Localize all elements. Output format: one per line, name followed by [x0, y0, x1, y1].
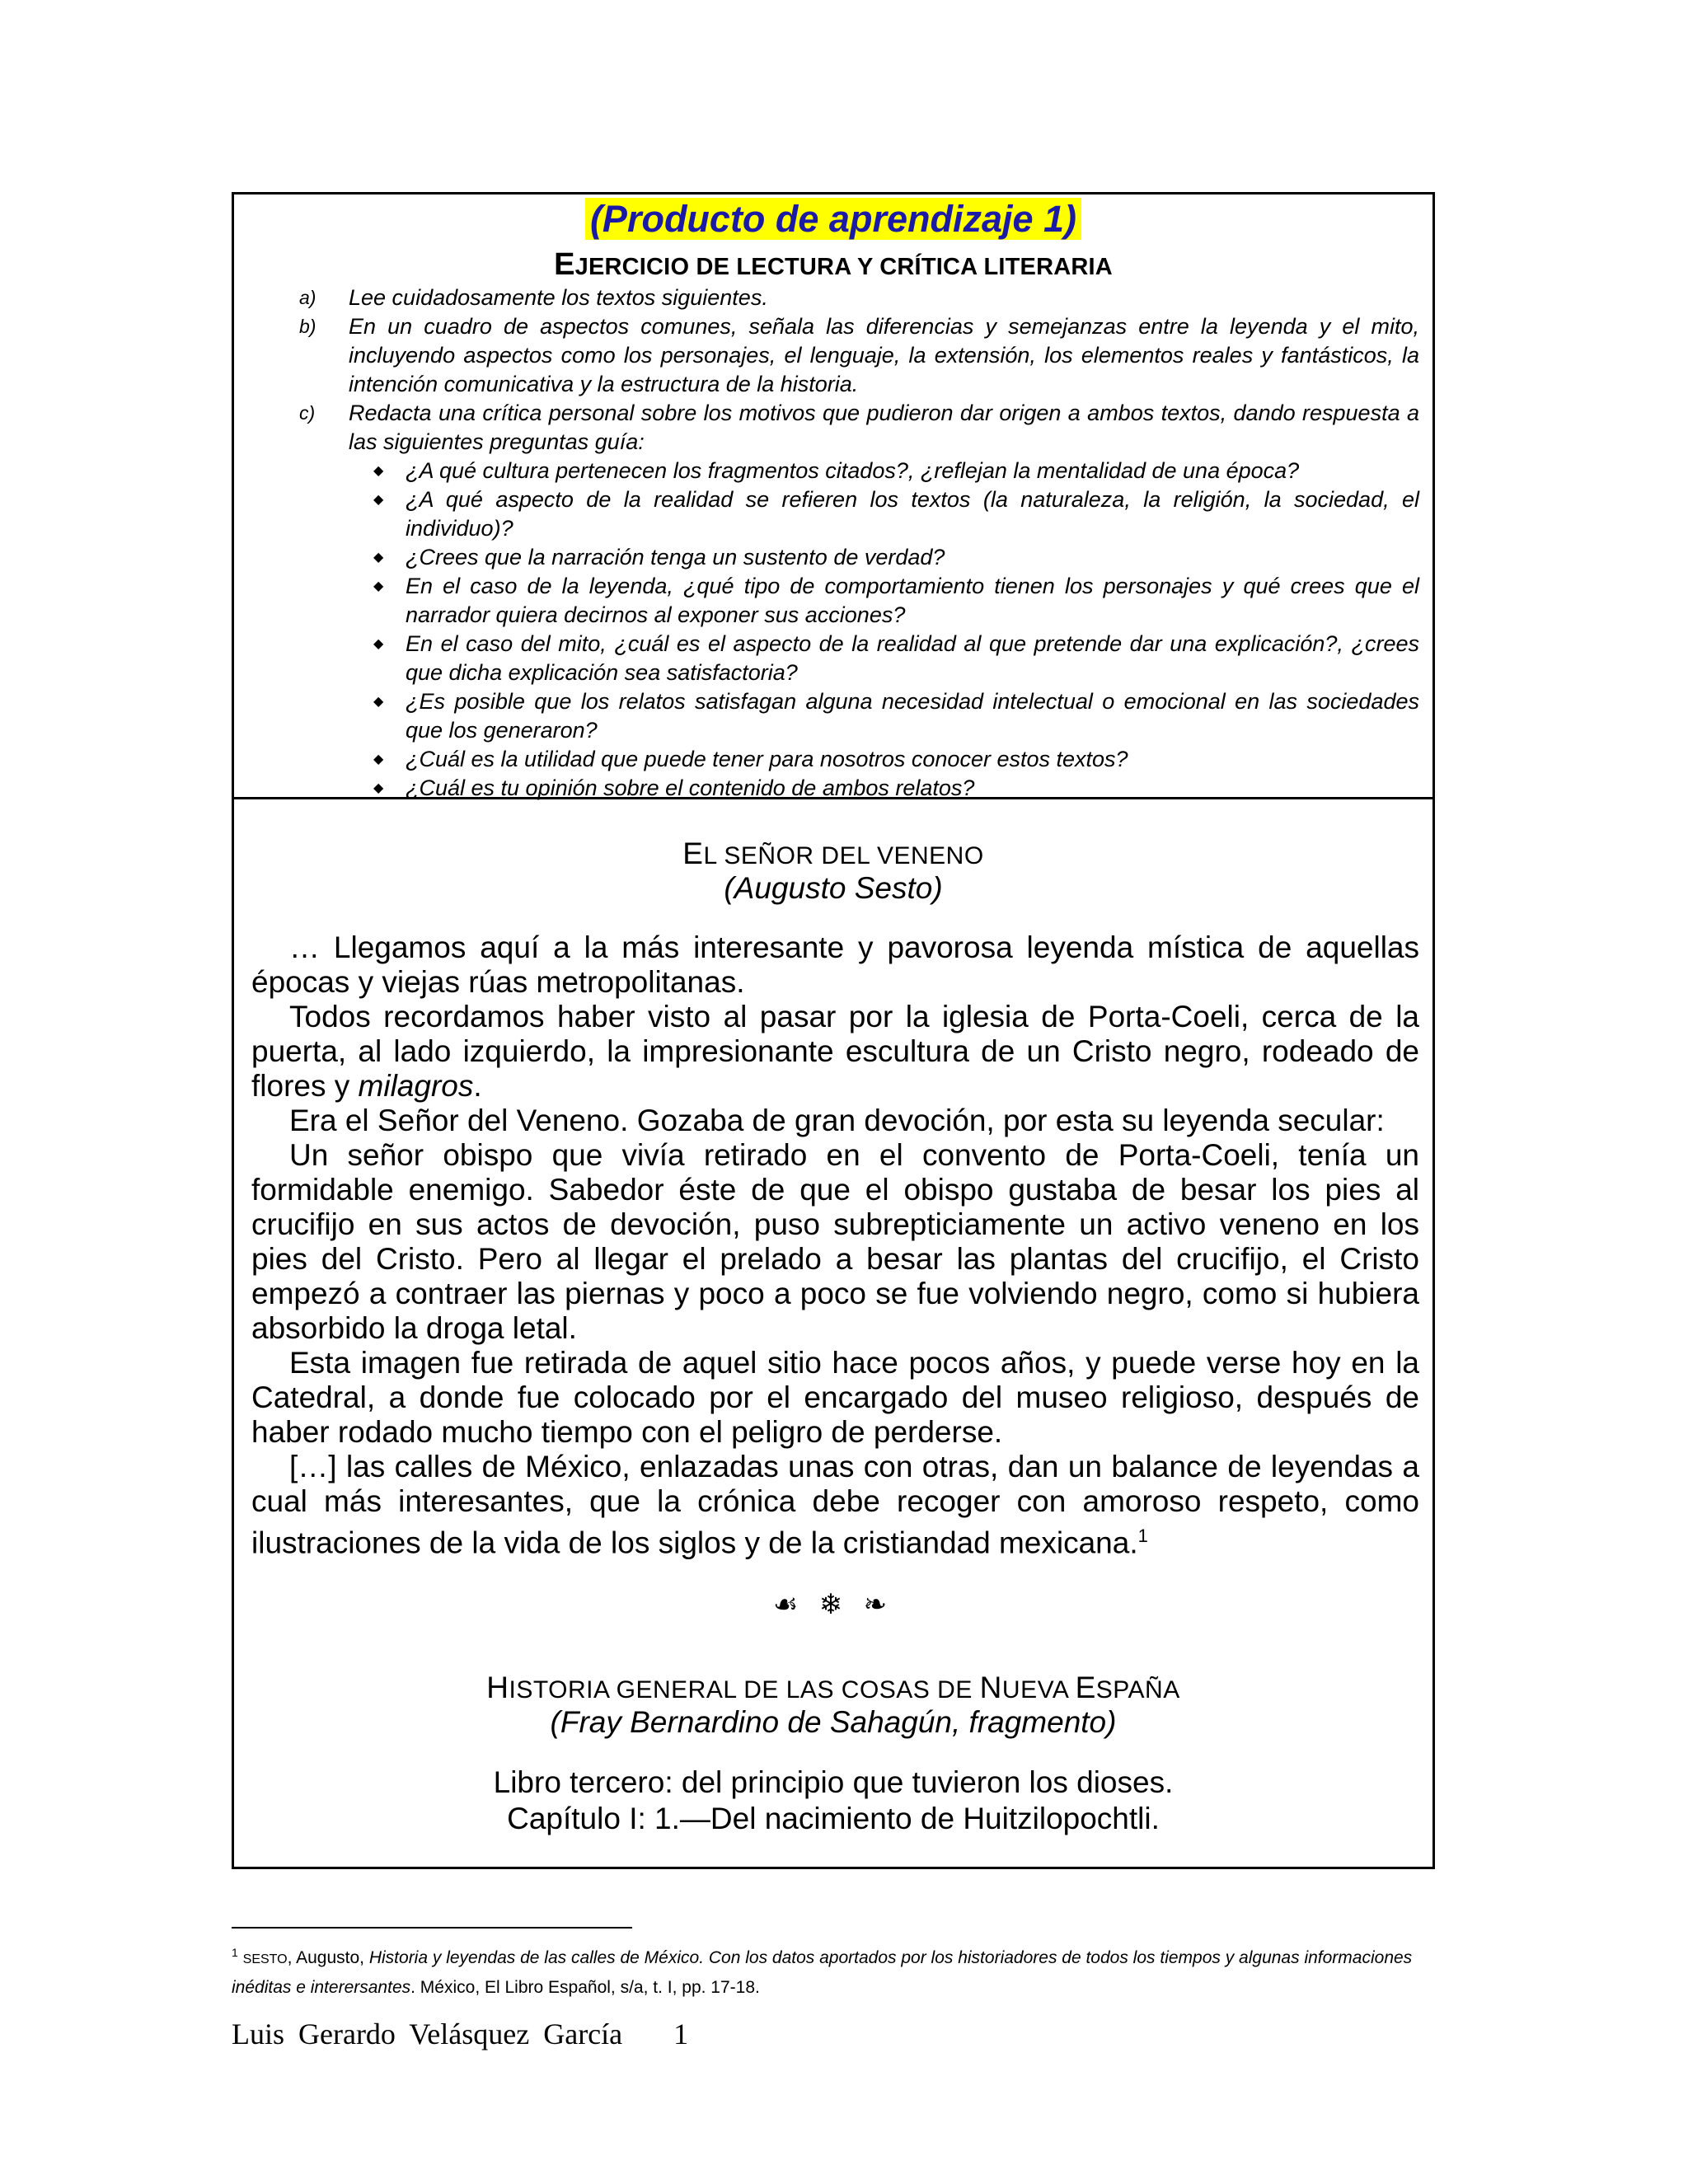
question-item: ◆ ¿Crees que la narración tenga un sustento de verdad? [234, 543, 1432, 572]
diamond-bullet-icon: ◆ [373, 781, 384, 795]
instruction-item: c) Redacta una crítica personal sobre los motivos que pudieron dar origen a ambos textos, dando respuesta a las siguientes preguntas guía: [299, 401, 1419, 454]
instruction-item: b) En un cuadro de aspectos comunes, señala las diferencias y semejanzas entre la leyenda y el mito, incluyendo aspectos como los personajes, el lenguaje, la extensión, los elementos reales y fantásticos, la intención comunicativa y la estructura de la historia. [299, 314, 1419, 396]
ornament-icon: ☙ ❄ ❧ [772, 1589, 894, 1621]
story1-paragraph: Era el Señor del Veneno. Gozaba de gran devoción, por esta su leyenda secular: [289, 1104, 1385, 1137]
question-item: ◆ ¿Cuál es la utilidad que puede tener para nosotros conocer estos textos? [234, 745, 1432, 774]
story1-paragraph: … Llegamos aquí a la más interesante y pavorosa leyenda mística de aquellas épocas y viejas rúas metropolitanas. [251, 930, 1419, 999]
footnote: $^1$ SESTO, Augusto, Historia y leyendas de las calles de México. Con los datos aportados por los historiadores de todos los tiempos y algunas informaciones inéditas e interersantes. México, El Libro Español, s/a, t. I, pp. 17-18. [232, 1946, 1413, 1997]
story2-chapter-line: Capítulo I: 1.—Del nacimiento de Huitzilopochtli. [507, 1802, 1160, 1836]
page-number: 1 [673, 2018, 689, 2050]
footer-author: Luis Gerardo Velásquez García [232, 2018, 623, 2050]
diamond-bullet-icon: ◆ [373, 637, 384, 651]
diamond-bullet-icon: ◆ [373, 695, 384, 709]
question-item: ◆ ¿Es posible que los relatos satisfagan alguna necesidad intelectual o emocional en las sociedades que los generaron? [373, 689, 1419, 743]
highlight-title: (Producto de aprendizaje 1) [234, 198, 1432, 241]
texts-box [232, 797, 1435, 1869]
question-item: ◆ ¿Cuál es tu opinión sobre el contenido de ambos relatos? [234, 774, 1432, 803]
diamond-bullet-icon: ◆ [373, 579, 384, 593]
story1-title: EL SEÑOR DEL VENENO [682, 837, 984, 870]
guide-questions [234, 457, 1432, 803]
footnote-ref[interactable]: 1 [1137, 1526, 1148, 1546]
instructions-list [234, 284, 1432, 803]
exercise-box [232, 192, 1435, 799]
question-item: ◆ ¿A qué cultura pertenecen los fragmentos citados?, ¿reflejan la mentalidad de una época? [234, 457, 1432, 485]
diamond-bullet-icon: ◆ [373, 464, 384, 478]
story1-paragraph: […] las calles de México, enlazadas unas con otras, dan un balance de leyendas a cual más interesantes, que la crónica debe recoger con amoroso respeto, como ilustraciones de la vida de los siglos y de la cristiandad mexicana.$^1$ [251, 1450, 1419, 1560]
question-item: ◆ ¿A qué aspecto de la realidad se refieren los textos (la naturaleza, la religión, la sociedad, el individuo)? [373, 487, 1419, 541]
exercise-title: EJERCICIO DE LECTURA Y CRÍTICA LITERARIA [554, 247, 1113, 282]
question-item: ◆ En el caso de la leyenda, ¿qué tipo de comportamiento tienen los personajes y qué crees que el narrador quiera decirnos al exponer sus acciones? [373, 574, 1419, 627]
page-footer [232, 2017, 688, 2051]
story1-paragraph: Un señor obispo que vivía retirado en el convento de Porta-Coeli, tenía un formidable enemigo. Sabedor éste de que el obispo gustaba de besar los pies al crucifijo en sus actos de devoción, puso subrepticiamente un activo veneno en los pies del Cristo. Pero al llegar el prelado a besar las plantas del crucifijo, el Cristo empezó a contraer las piernas y poco a poco se fue volviendo negro, como si hubiera absorbido la droga letal. [251, 1138, 1419, 1345]
story2-book-line: Libro tercero: del principio que tuvieron los dioses. [493, 1765, 1174, 1800]
story1-paragraph: Todos recordamos haber visto al pasar por la iglesia de Porta-Coeli, cerca de la puerta, al lado izquierdo, la impresionante escultura de un Cristo negro, rodeado de flores y milagros. [251, 1000, 1419, 1103]
story1-paragraph: Esta imagen fue retirada de aquel sitio hace pocos años, y puede verse hoy en la Catedral, a donde fue colocado por el encargado del museo religioso, después de haber rodado mucho tiempo con el peligro de perderse. [251, 1346, 1419, 1449]
diamond-bullet-icon: ◆ [373, 752, 384, 766]
footnote-divider [232, 1927, 632, 1929]
diamond-bullet-icon: ◆ [373, 493, 384, 507]
question-item: ◆ En el caso del mito, ¿cuál es el aspecto de la realidad al que pretende dar una explicación?, ¿crees que dicha explicación sea satisfactoria? [373, 631, 1419, 685]
story2-title: HISTORIA GENERAL DE LAS COSAS DE NUEVA ESPAÑA [486, 1671, 1180, 1705]
diamond-bullet-icon: ◆ [373, 551, 384, 565]
story2-author: (Fray Bernardino de Sahagún, fragmento) [550, 1705, 1117, 1740]
story1-author: (Augusto Sesto) [724, 871, 943, 905]
instruction-item: a) Lee cuidadosamente los textos siguientes. [299, 285, 768, 310]
